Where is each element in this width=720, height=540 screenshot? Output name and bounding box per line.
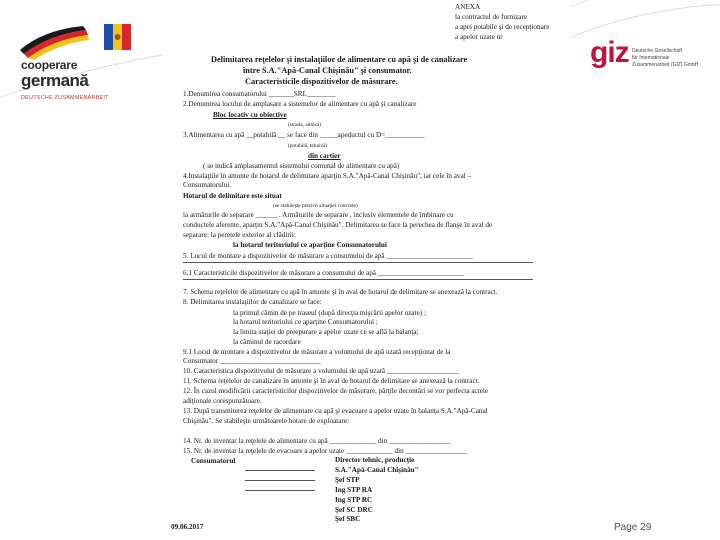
signature-right-line: Şef STP: [335, 476, 360, 484]
document-body-line: la căminul de racordare: [233, 338, 301, 346]
giz-wordmark: giz: [590, 36, 629, 69]
document-body-line: 13. După transmiterea reţelelor de alimentare cu apă şi evacuare a apelor uzate în balanţa S.A."Apă-Canal: [183, 407, 488, 415]
annex-header-line: ANEXA: [455, 3, 481, 11]
annex-header-line: la contractul de furnizare: [455, 13, 528, 21]
document-body-line: la hotarul teritoriului ce aparţine Consumatorului ;: [233, 318, 378, 326]
document-body-line: 5. Locul de montare a dispozitivelor de măsurare a consumului de apă ________________________: [183, 252, 473, 260]
document-body-line: (se stabileşte potrivit situaţiei concrete): [273, 203, 358, 209]
document-title-line: între S.A."Apă-Canal Chişinău" şi consumator.: [243, 66, 412, 75]
md-flag-blue: [104, 24, 113, 50]
document-body-line: 4.Instalaţiile în amonte de hotarul de delimitare aparţin S.A."Apă-Canal Chişinău", iar cele în aval –: [183, 172, 472, 180]
document-body-line: ( se indică amplasamentul sistemului comunal de alimentare cu apă): [203, 162, 400, 170]
document-body-line: 3.Alimentarea cu apă __potabilă __ se face din _____apeductul cu D=___________: [183, 131, 425, 139]
document-body-line: 2.Denumirea locului de amplasare a sistemelor de alimentare cu apă şi canalizare: [183, 100, 417, 108]
document-body-line: 14. Nr. de inventar la reţelele de alimentare cu apă _____________ din _________________: [183, 437, 451, 445]
logo-cooperare: cooperare: [21, 58, 78, 72]
document-body-line: separare: la peretele exterior al clădirii;: [183, 231, 296, 239]
logo-deutsche-zusammenarbeit: DEUTSCHE ZUSAMMENARBEIT: [21, 95, 109, 101]
document-body-line: 10. Caracteristica dispozitivului de măsurare a volumului de apă uzată ____________________: [183, 367, 459, 375]
document-body-line: Hotarul de delimitare este situat: [183, 192, 282, 200]
logo-germana: germană: [21, 71, 89, 90]
document-title-line: Delimitarea reţelelor şi instalaţiilor de alimentare cu apă şi de canalizare: [211, 55, 468, 64]
document-body-line: adiţionale corespunzătoare.: [183, 397, 262, 405]
md-emblem: [115, 34, 121, 40]
flag-ribbons-icon: [18, 20, 143, 60]
document-body-line: Bloc locativ cu obiective: [213, 111, 287, 119]
annex-header-line: a apei potabile şi de recepţionare: [455, 23, 550, 31]
signature-consumer-title: Consumatorul: [191, 457, 236, 465]
signature-right-line: Şef SBC: [335, 515, 361, 523]
giz-subtitle-3: Zusammenarbeit (GIZ) GmbH: [632, 62, 699, 68]
blank-field-rule: [183, 262, 533, 263]
document-body-line: la limita staţiei de preepurare a apelor uzate ce se află la balanţa;: [233, 328, 419, 336]
annex-header-line: a apelor uzate nr: [455, 33, 503, 41]
document-body-line: (potabilă, tehnică): [288, 143, 328, 149]
document-body-line: la armăturile de separare ______ . Armăturile de separare , inclusiv elementele de îmbinare cu: [183, 211, 454, 219]
giz-subtitle-2: für Internationale: [632, 55, 670, 61]
document-title-line: Caracteristicile dispozitivelor de măsurare.: [245, 77, 398, 86]
document-body-line: Consumatorului.: [183, 181, 232, 189]
document-body-line: conductele aferente, aparţin S.A."Apă-Canal Chişinău". Delimitarea se face la perechea de flanşe în aval de: [183, 221, 493, 229]
signature-right-line: S.A."Apă-Canal Chişinău": [335, 466, 419, 474]
document-body-line: 6.1 Caracteristicile dispozitivelor de măsurare a consumului de apă ________________________: [183, 269, 465, 277]
document-body-line: 8. Delimitarea instalaţiilor de canalizare se face:: [183, 298, 322, 306]
signature-right-line: Ing STP RC: [335, 496, 373, 504]
signature-right-line: Ing STP RA: [335, 486, 373, 494]
document-body-line: 12. În cazul modificării caracteristicilor dispozitivelor de măsurare, părţile decontări se vor perfecta actele: [183, 387, 489, 395]
cooperare-germana-logo: [18, 20, 143, 100]
signature-right-line: Şef SC DRC: [335, 506, 373, 514]
giz-subtitle-1: Deutsche Gesellschaft: [632, 48, 683, 54]
document-body-line: la primul cămin de pe traseul (după direcţia mişcării apelor uzate) ;: [233, 309, 426, 317]
scanned-annex-page: [163, 0, 570, 540]
document-body-line: (strada, adresa): [288, 122, 321, 128]
document-body-line: 7. Schema reţelelor de alimentare cu apă în amonte şi în aval de hotarul de delimitare se anexează la contract.: [183, 288, 498, 296]
giz-logo: [590, 36, 715, 80]
signature-line: [245, 470, 315, 471]
document-body-line: 11. Schema reţelelor de canalizare în amonte şi în aval de hotarul de delimitare se anexează la contract.: [183, 377, 480, 385]
blank-field-rule: [183, 279, 533, 280]
document-body-line: Consumator ____________________________: [183, 357, 321, 365]
document-body-line: Chişinău". Se stabileşte următoarele hotare de exploatare:: [183, 417, 349, 425]
signature-line: [245, 480, 315, 481]
signature-right-line: Director tehnic, producţie: [335, 456, 415, 464]
document-body-line: din cartier: [308, 152, 341, 160]
document-body-line: la hotarul teritoriului ce aparţine Consumatorului: [233, 241, 387, 249]
document-date: 09.06.2017: [171, 523, 204, 531]
document-body-line: 15. Nr. de inventar la reţelele de evacuare a apelor uzate _____________ din _________________: [183, 447, 467, 455]
document-body-line: 9.1 Locul de montare a dispozitivelor de măsurare a volumului de apă uzată recepţionat de la: [183, 348, 451, 356]
document-body-line: 1.Denumirea consumatorului _______SRL________: [183, 90, 336, 98]
page-number: Page 29: [614, 522, 652, 533]
signature-line: [245, 490, 315, 491]
md-flag-red: [122, 24, 131, 50]
